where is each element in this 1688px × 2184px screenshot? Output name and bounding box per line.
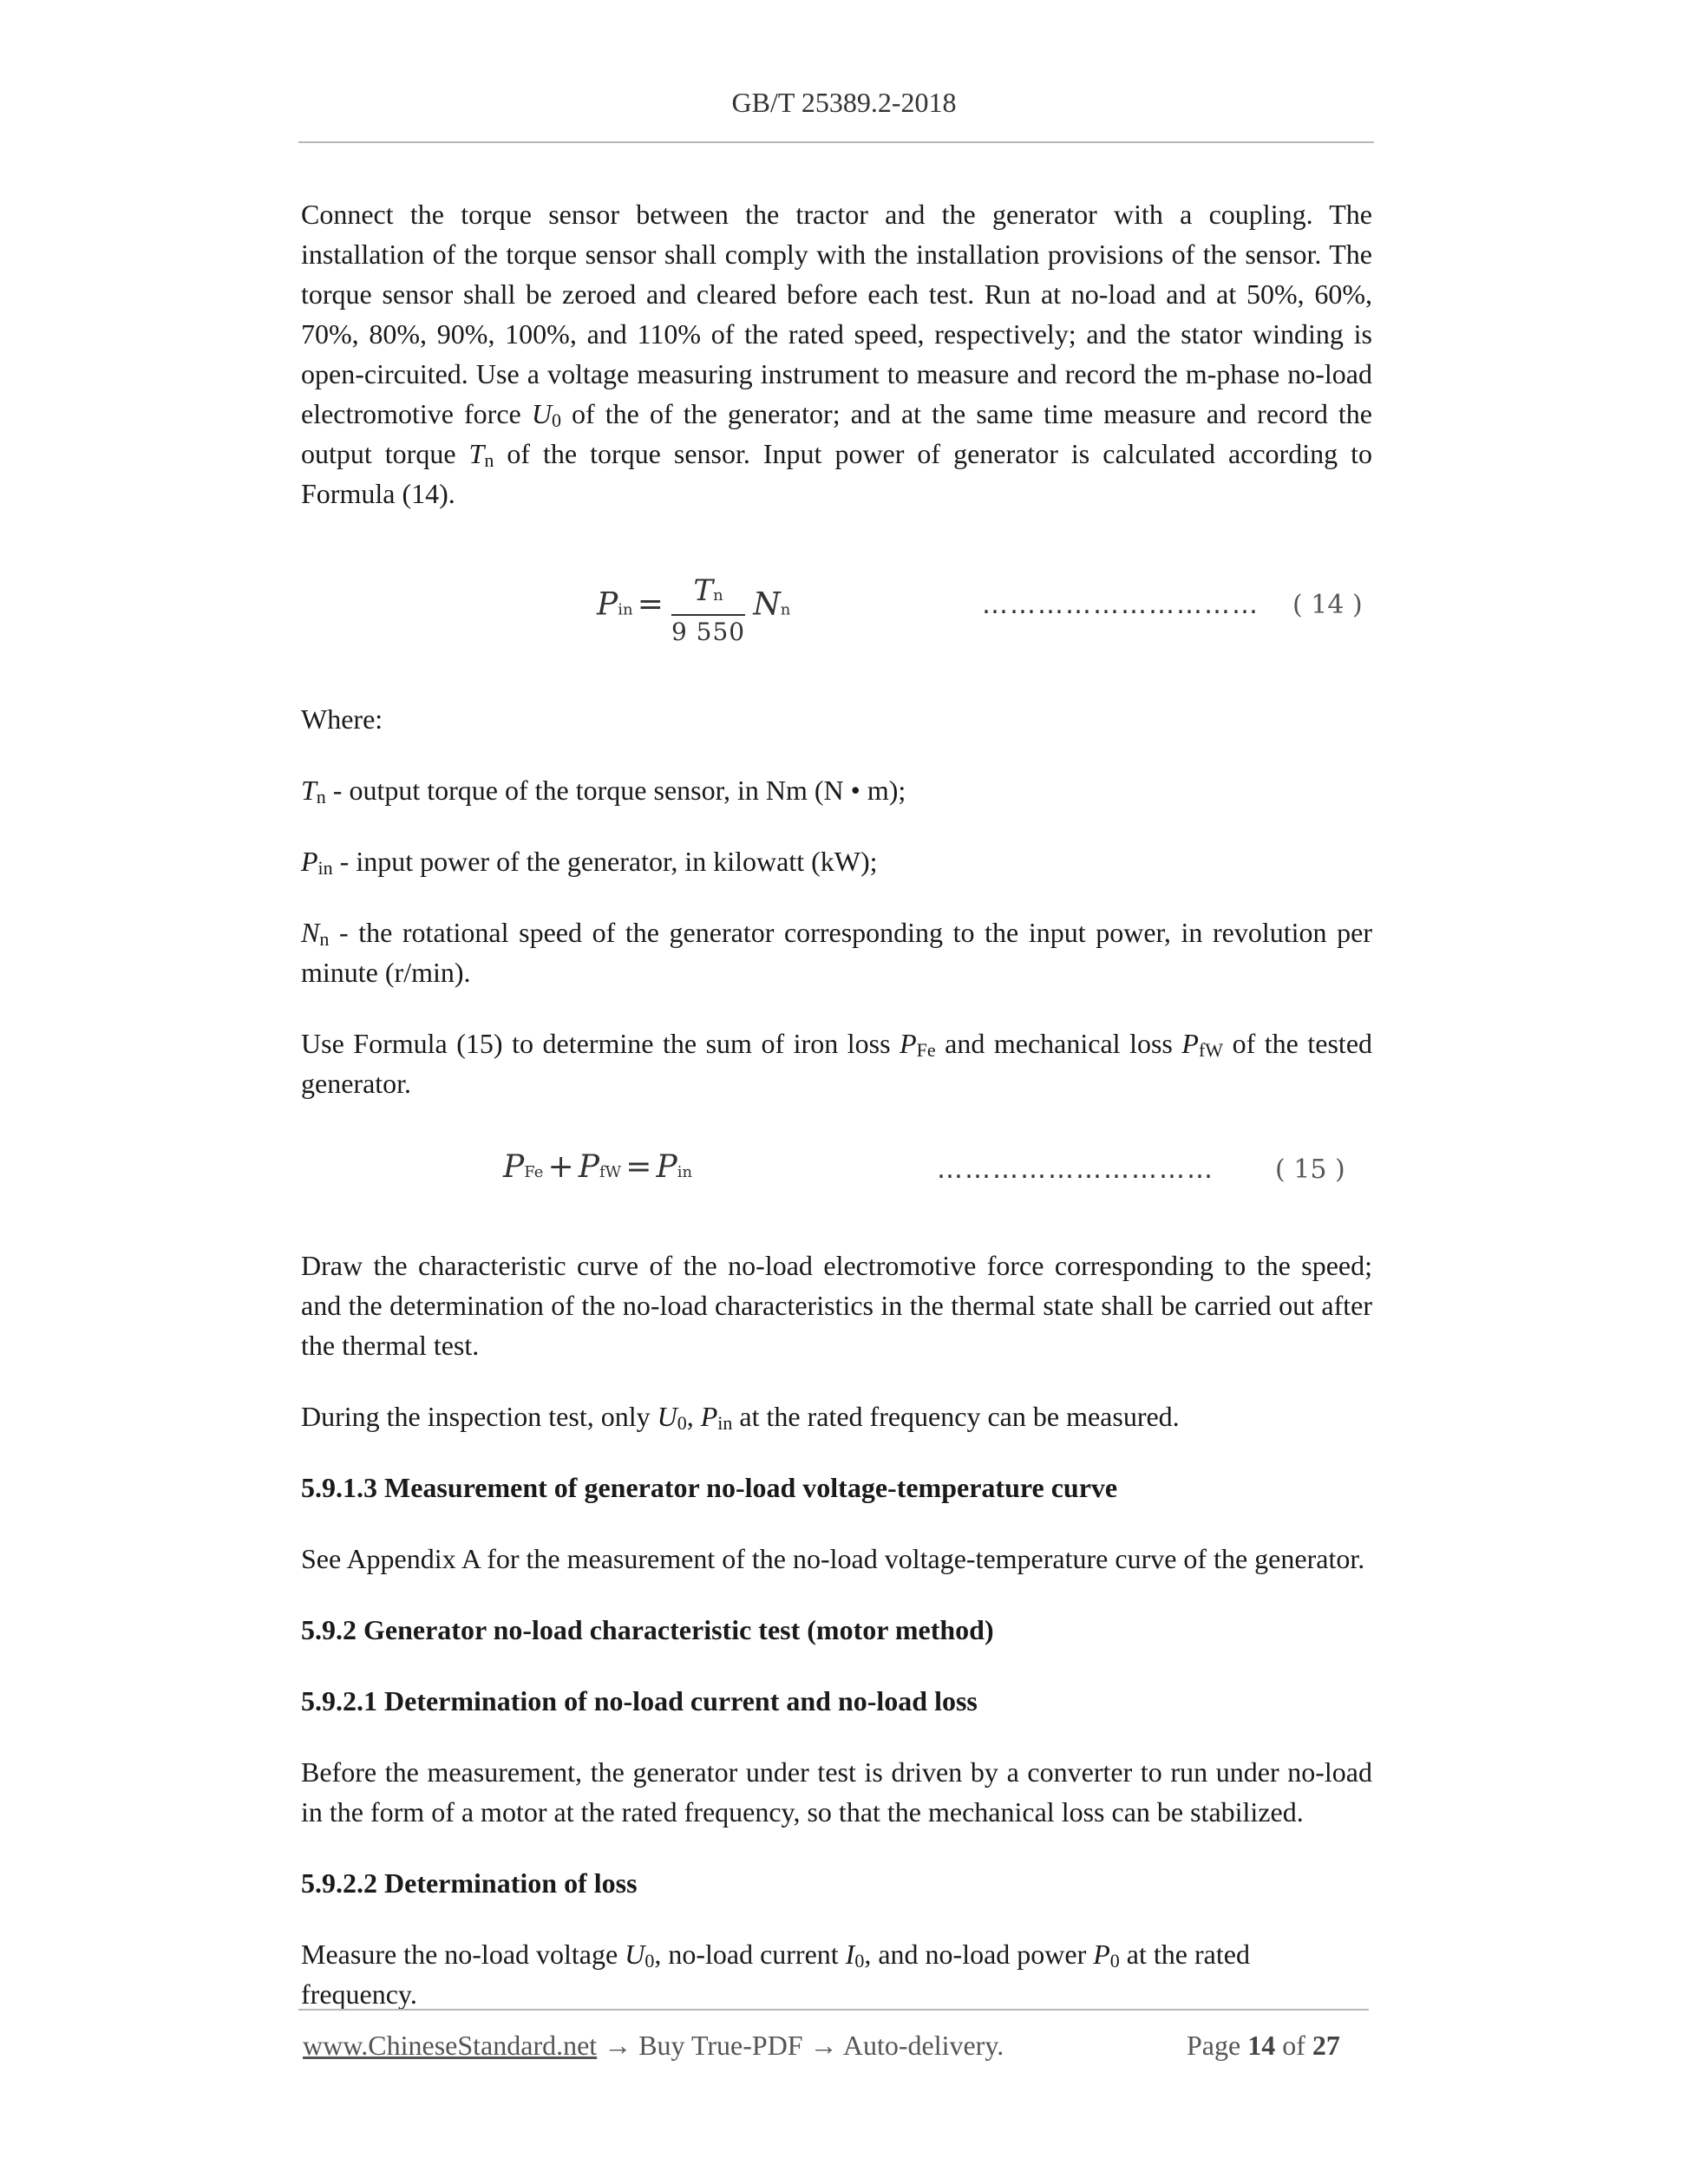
f15-intro-text-3: of the tested generator. — [301, 1028, 1373, 1099]
intro-text-1: Connect the torque sensor between the tractor and the generator with a coupling. The installation of the torque sensor shall comply with the installation provisions of the sensor. The torque sensor shall be zeroed and cleared before each test. Run at no-load and at 50%, 60%, 70%, 80%, 90%, 100%, and 110% of the rated speed, respectively; and the stator winding is open-circuited. Use a voltage measuring instrument to measure and record the m-phase no-load electromotive force — [301, 199, 1372, 429]
symbol-t-subscript: n — [484, 449, 494, 471]
definition-tn — [301, 770, 1372, 810]
symbol-u: U — [531, 398, 552, 429]
def-tn-symbol: T — [301, 775, 317, 806]
formula15-leader-dots: ………………………… — [937, 1154, 1214, 1185]
formula15-number: ( 15 ) — [1275, 1154, 1345, 1185]
measure-paragraph — [301, 1934, 1372, 2014]
formula15-pin-sub: in — [677, 1163, 693, 1181]
inspection-paragraph — [301, 1396, 1372, 1436]
measure-text-4: at the rated frequency. — [301, 1939, 1250, 2010]
heading-5913: 5.9.1.3 Measurement of generator no-load voltage-temperature curve — [301, 1472, 1118, 1503]
formula15-pfw-sub: fW — [599, 1163, 622, 1181]
inspection-pin-sub: in — [717, 1412, 733, 1434]
def-nn-symbol: N — [301, 917, 320, 948]
page-total: 27 — [1312, 2030, 1340, 2061]
of-label: of — [1282, 2030, 1305, 2061]
f15-intro-pfw: P — [1181, 1028, 1199, 1059]
measure-u0-sub: 0 — [644, 1950, 655, 1971]
inspection-pin: P — [700, 1401, 718, 1432]
f15-intro-pfw-sub: fW — [1198, 1039, 1224, 1061]
measure-text-1: Measure the no-load voltage — [301, 1939, 625, 1970]
measure-text-3: , and no-load power — [864, 1939, 1094, 1970]
def-tn-text: - output torque of the torque sensor, in Nm (N • m); — [325, 775, 906, 806]
symbol-u-subscript: 0 — [551, 409, 561, 431]
def-pin-symbol: P — [301, 846, 318, 877]
where-text: Where: — [301, 703, 383, 735]
section-5922 — [301, 1863, 1372, 1903]
footer-promo — [303, 2030, 1004, 2062]
inspection-text-1: During the inspection test, only — [301, 1401, 658, 1432]
formula14-fraction — [671, 572, 745, 649]
inspection-text-2: at the rated frequency can be measured. — [732, 1401, 1180, 1432]
formula15-pfe-sub: Fe — [524, 1163, 544, 1181]
heading-592: 5.9.2 Generator no-load characteristic test (motor method) — [301, 1614, 994, 1645]
header-divider — [298, 141, 1374, 143]
def-pin-sub: in — [317, 857, 333, 879]
inspection-u0: U — [657, 1401, 677, 1432]
formula14-lhs: P — [597, 586, 618, 623]
measure-text-2: , no-load current — [654, 1939, 846, 1970]
formula15-pin: P — [656, 1149, 677, 1185]
website-link[interactable]: www.ChineseStandard.net — [303, 2030, 598, 2061]
footer-divider — [298, 2009, 1369, 2011]
document-id-header: GB/T 25389.2-2018 — [731, 87, 957, 118]
formula14-rhs: N — [753, 586, 781, 623]
page-number: 14 — [1247, 2030, 1276, 2061]
definition-pin — [301, 841, 1372, 881]
measure-u0: U — [625, 1939, 645, 1970]
def-nn-text: - the rotational speed of the generator corresponding to the input power, in revolution per minute (r/min). — [301, 917, 1372, 988]
section-592 — [301, 1610, 1372, 1650]
formula-14 — [597, 572, 790, 649]
def-tn-sub: n — [316, 786, 326, 808]
converter-text: Before the measurement, the generator under test is driven by a converter to run under no-load in the form of a motor at the rated frequency, so that the mechanical loss can be stabilized. — [301, 1756, 1372, 1828]
f15-intro-pfe: P — [900, 1028, 917, 1059]
formula14-num-symbol: T — [693, 573, 714, 608]
auto-delivery-text: Auto-delivery. — [842, 2030, 1004, 2061]
measure-p0-sub: 0 — [1109, 1950, 1120, 1971]
page-indicator — [1187, 2030, 1340, 2062]
curve-text: Draw the characteristic curve of the no-load electromotive force corresponding to the speed; and the determination of the no-load characteristics in the thermal state shall be carried out after the thermal test. — [301, 1250, 1372, 1361]
buy-pdf-text: Buy True-PDF — [638, 2030, 803, 2061]
intro-paragraph — [301, 194, 1372, 513]
measure-i0: I — [845, 1939, 855, 1970]
symbol-t: T — [468, 438, 485, 469]
formula15-equals: = — [625, 1149, 652, 1185]
inspection-separator: , — [686, 1401, 701, 1432]
f15-intro-text-2: and mechanical loss — [935, 1028, 1182, 1059]
inspection-u0-sub: 0 — [677, 1412, 687, 1434]
formula15-plus: + — [547, 1149, 574, 1185]
formula14-num-sub: n — [713, 586, 723, 605]
curve-paragraph — [301, 1246, 1372, 1365]
def-pin-text: - input power of the generator, in kilowatt (kW); — [332, 846, 878, 877]
page-label: Page — [1187, 2030, 1241, 2061]
formula14-leader-dots: ………………………… — [982, 590, 1259, 620]
section-5921 — [301, 1681, 1372, 1721]
formula15-pfe: P — [503, 1149, 525, 1185]
heading-5921: 5.9.2.1 Determination of no-load current and no-load loss — [301, 1685, 978, 1716]
formula14-equals: = — [637, 586, 664, 623]
intro-text-3: of the torque sensor. Input power of generator is calculated according to Formula (14). — [301, 438, 1372, 509]
heading-5922: 5.9.2.2 Determination of loss — [301, 1867, 638, 1899]
formula14-number: ( 14 ) — [1292, 590, 1363, 620]
formula15-pfw: P — [578, 1149, 599, 1185]
converter-paragraph — [301, 1752, 1372, 1832]
measure-i0-sub: 0 — [854, 1950, 865, 1971]
formula14-lhs-sub: in — [618, 600, 633, 619]
section-5913 — [301, 1468, 1372, 1507]
arrow-icon: → — [604, 2030, 632, 2061]
appendix-paragraph — [301, 1539, 1372, 1579]
intro-text-2: of the of the generator; and at the same time measure and record the output torque — [301, 398, 1373, 469]
formula14-numerator — [671, 572, 745, 616]
formula-15 — [503, 1149, 692, 1185]
where-label — [301, 699, 1372, 739]
formula14-denominator: 9 550 — [671, 618, 746, 646]
f15-intro-pfe-sub: Fe — [916, 1039, 936, 1061]
def-nn-sub: n — [319, 928, 330, 950]
f15-intro-text-1: Use Formula (15) to determine the sum of iron loss — [301, 1028, 900, 1059]
formula14-rhs-sub: n — [780, 600, 791, 619]
appendix-text: See Appendix A for the measurement of the no-load voltage-temperature curve of the generator. — [301, 1543, 1365, 1574]
formula15-intro-paragraph — [301, 1023, 1372, 1103]
measure-p0: P — [1093, 1939, 1110, 1970]
arrow-icon: → — [809, 2030, 838, 2061]
definition-nn — [301, 912, 1372, 992]
